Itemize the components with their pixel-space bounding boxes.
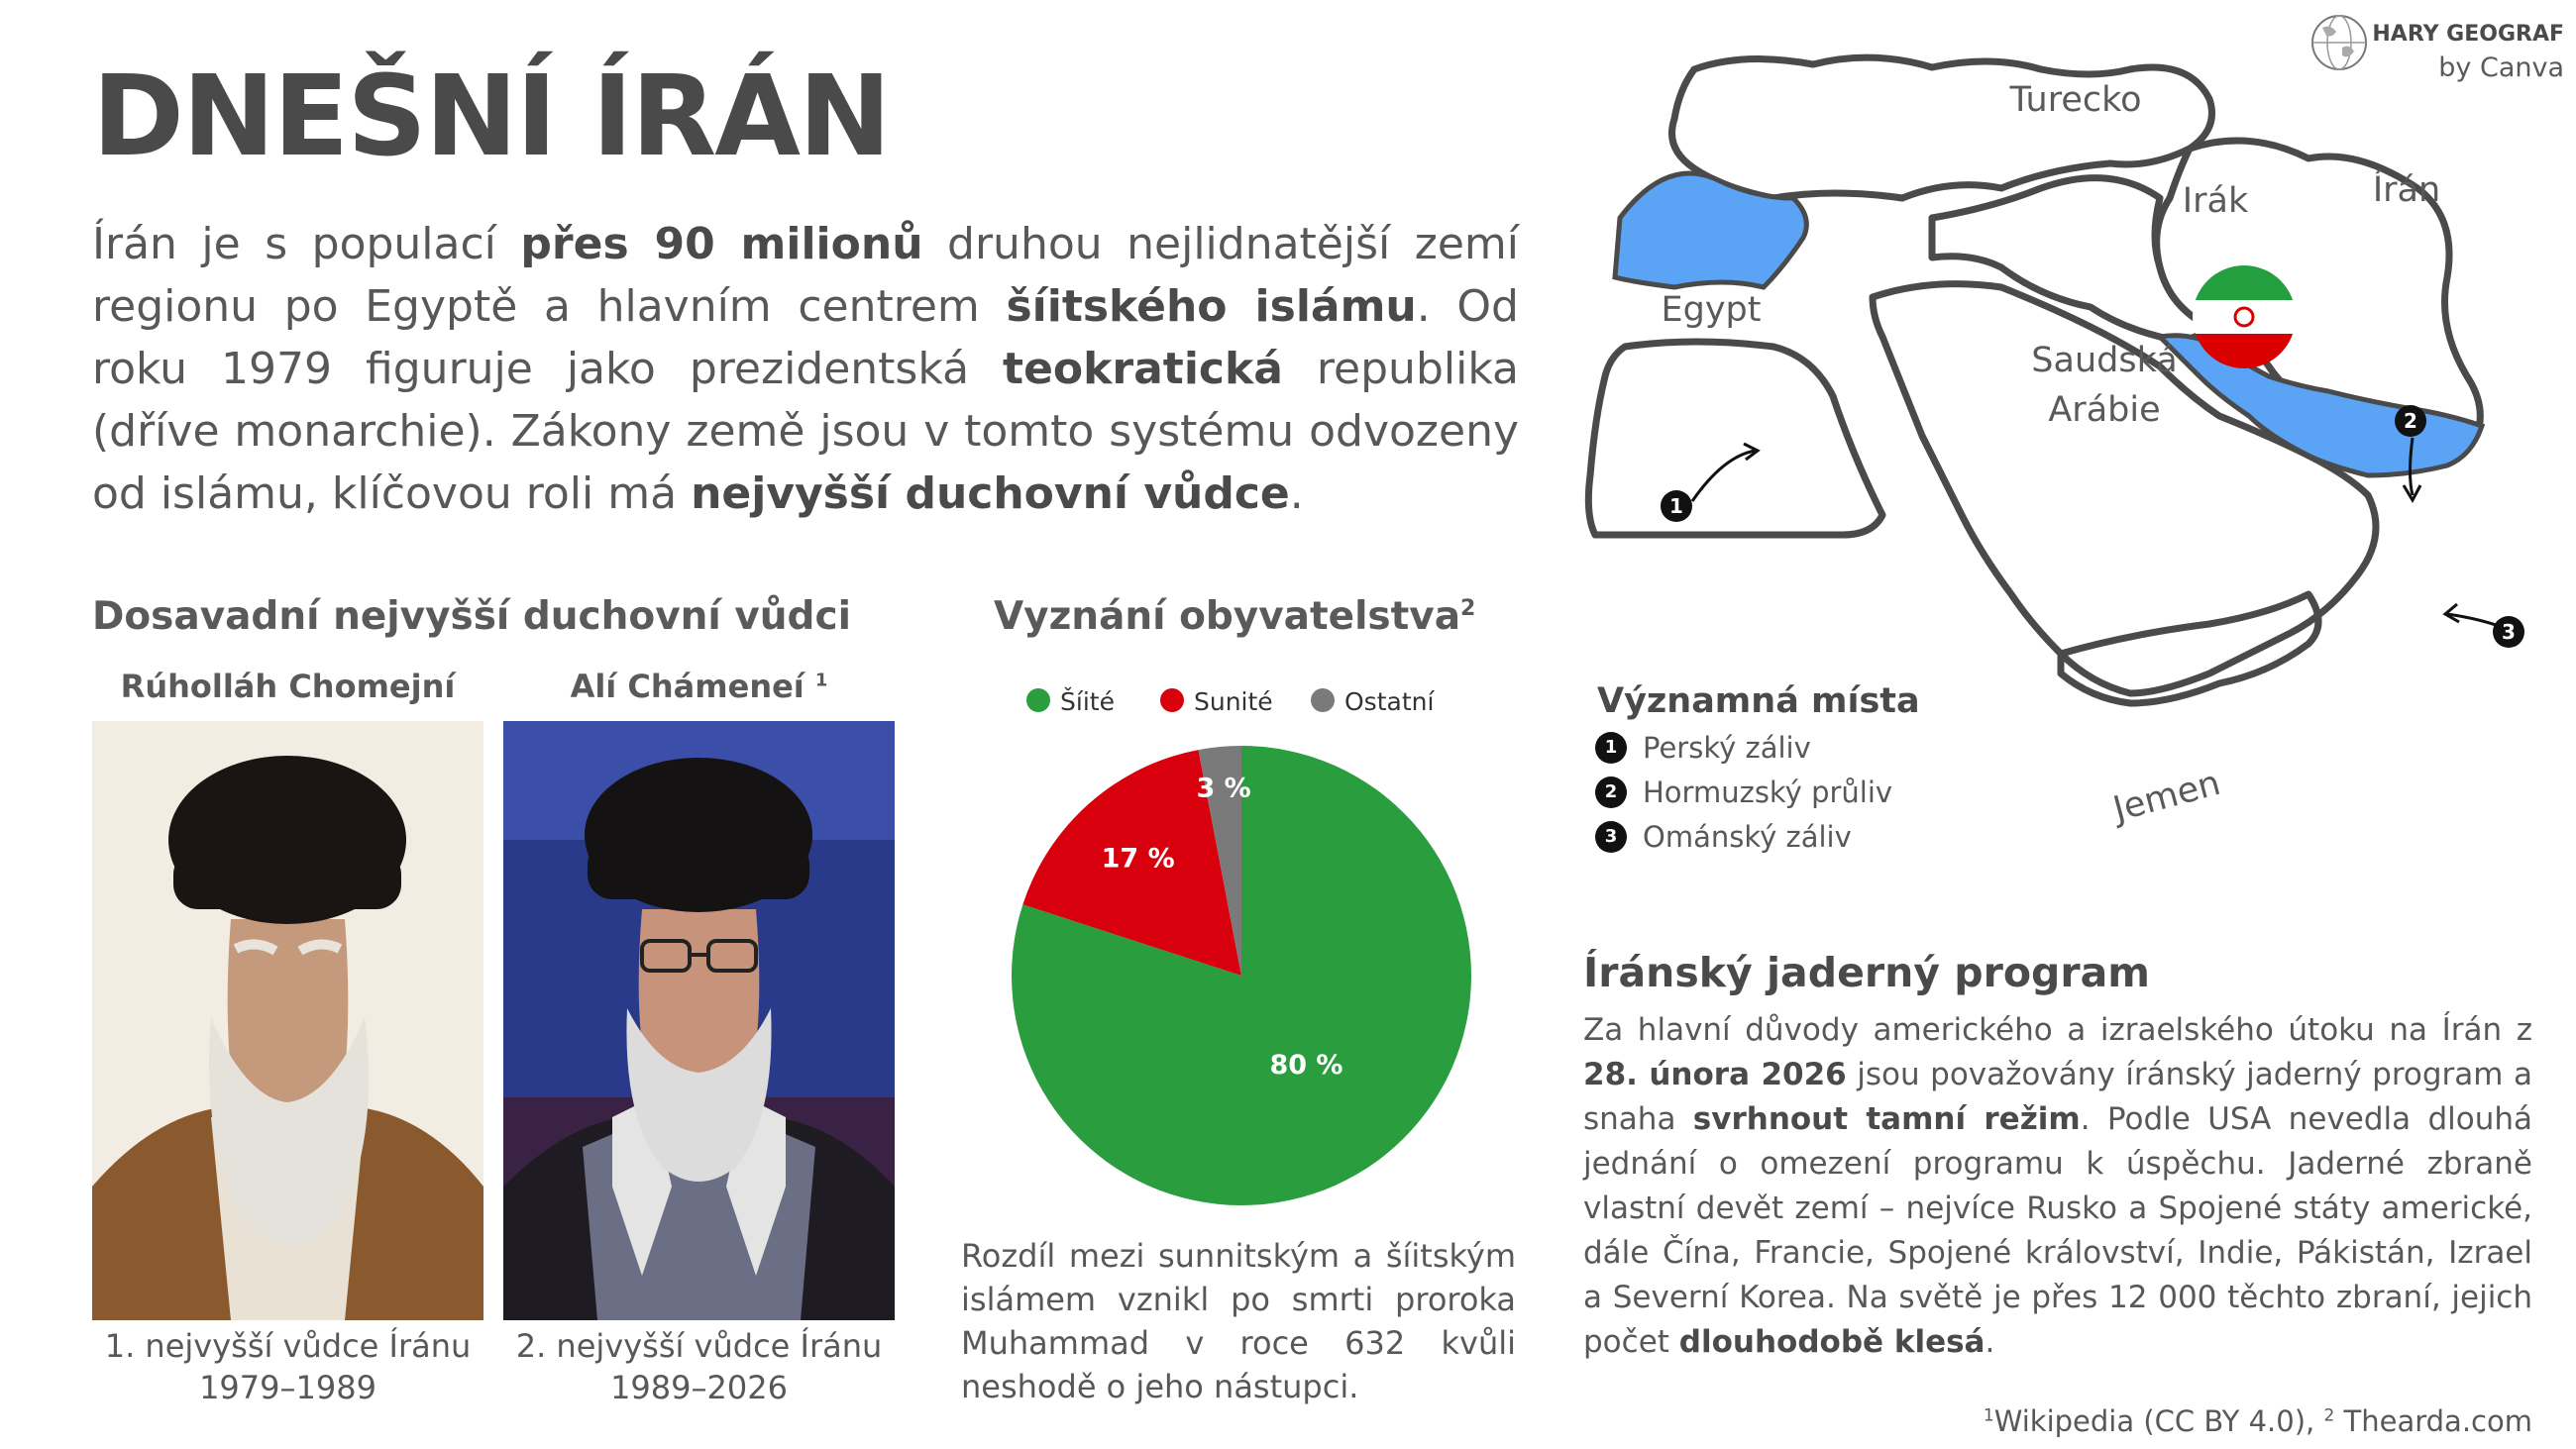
places-heading: Významná místa [1597,681,1920,721]
pie-label-2: 17 % [1101,843,1175,875]
middle-east-map [1575,40,2566,901]
supreme-leader-highlight: nejvyšší duchovní vůdce [691,468,1290,519]
turkey-shape [1672,57,2212,198]
map-label-turkey: Turecko [2009,80,2142,120]
chart-slices [1012,746,1471,1205]
shia-highlight: šíitského islámu [1006,281,1417,332]
leader-caption-1: 1. nejvyšší vůdce Íránu 1979–1989 [104,1327,472,1406]
religion-pie-chart [994,673,1529,1228]
map-label-iran: Írán [2372,170,2441,210]
population-highlight: přes 90 milionů [520,219,923,269]
place-item-2: 2 Hormuzský průliv [1595,776,1892,809]
map-label-saudi-2: Arábie [2048,390,2161,430]
leaders-heading: Dosavadní nejvyšší duchovní vůdci [92,594,851,639]
intro-paragraph: Írán je s populací přes 90 milionů druhou nejlidnatější zemí regionu po Egyptě a hlavním centrem šíitského islámu. Od roku 1979 figuruje jako prezidentská teokratická republika (dříve monarchie). Zákony země jsou v tomto systému odvozeny od islámu, klíčovou roli má nejvyšší duchovní vůdce. [92,219,1519,519]
place-item-1: 1 Perský záliv [1595,731,1811,765]
map-label-saudi-1: Saudská [2031,341,2178,380]
sources-footnote: $^1$Wikipedia (CC BY 4.0), $^2$ Thearda.com [1983,1404,2532,1438]
map-label-yemen: Jemen [2109,763,2225,830]
religion-note: Rozdíl mezi sunnitským a šíitským islámem vznikl po smrti proroka Muhammad v roce 632 kvůli neshodě o jeho nástupci. [961,1237,1516,1405]
legend-label-2: Sunité [1194,687,1273,716]
chart-legend [1026,686,1435,716]
legend-label-1: Šíité [1060,687,1115,716]
map-label-egypt: Egypt [1661,290,1762,330]
leader-caption-2: 2. nejvyšší vůdce Íránu 1989–2026 [515,1327,883,1406]
egypt-shape [1588,342,1882,535]
pie-label-1: 80 % [1269,1050,1343,1082]
logo-name: HARY GEOGRAF [2372,22,2564,47]
portrait-khamenei [503,721,895,1320]
map-label-iraq: Irák [2182,181,2249,221]
page-title: DNEŠNÍ ÍRÁN [92,52,890,181]
logo-subtitle: by Canva [2438,52,2564,83]
religion-heading: Vyznání obyvatelstva$^2$ [994,594,1476,639]
theocracy-highlight: teokratická [1003,344,1283,394]
portrait-khomeini [92,721,483,1320]
place-item-3: 3 Ománský záliv [1595,820,1852,854]
legend-swatch-3 [1311,688,1335,712]
leader-name-2: Alí Chámeneí $^1$ [570,668,828,705]
mediterranean-highlight [1615,173,1806,287]
nuclear-heading: Íránský jaderný program [1583,949,2150,996]
leader-name-1: Rúholláh Chomejní [120,668,456,705]
yemen-shape [2061,594,2318,703]
legend-swatch-1 [1026,688,1050,712]
marker-1: 1 [1669,494,1683,518]
marker-2: 2 [2404,409,2417,433]
legend-swatch-2 [1160,688,1184,712]
pie-label-3: 3 % [1196,773,1251,804]
nuclear-paragraph: Za hlavní důvody amerického a izraelského útoku na Írán z 28. února 2026 jsou považovány íránský jaderný program a snaha svrhnout tamní režim. Podle USA nevedla dlouhá jednání o omezení programu k úspěchu. Jaderné zbraně vlastní devět zemí – nejvíce Rusko a Spojené státy americké, dále Čína, Francie, Spojené království, Indie, Pákistán, Izrael a Severní Korea. Na světě je přes 12 000 těchto zbraní, jejich počet dlouhodobě klesá. [1583,1012,2533,1360]
legend-label-3: Ostatní [1344,687,1435,716]
marker-3: 3 [2502,620,2516,644]
